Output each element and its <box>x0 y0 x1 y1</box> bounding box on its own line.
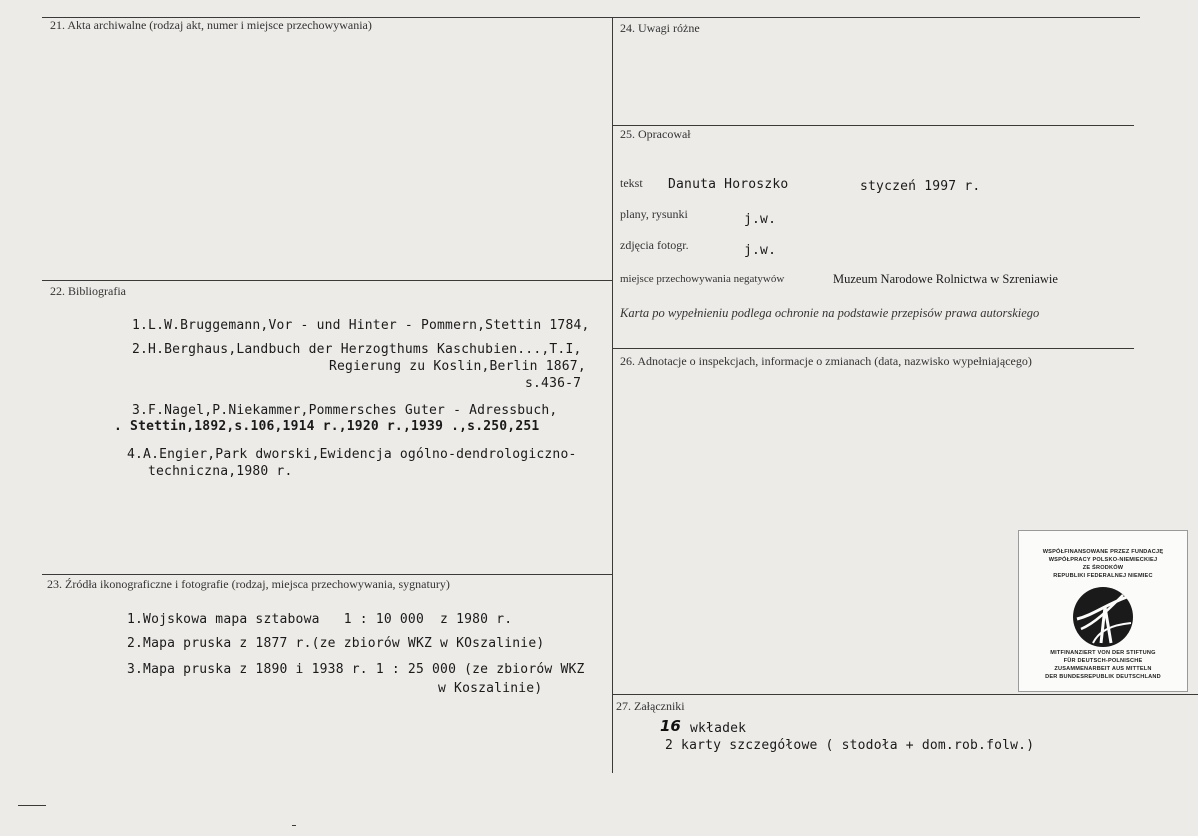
foundation-logo-icon <box>1071 585 1135 649</box>
zdjecia-label: zdjęcia fotogr. <box>620 238 689 252</box>
tekst-label: tekst <box>620 176 643 190</box>
zdjecia-value: j.w. <box>744 243 777 258</box>
section-23-heading: 23. Źródła ikonograficzne i fotografie (rodzaj, miejsca przechowywania, sygnatury) <box>47 577 450 591</box>
stamp-bottom-line-4: DER BUNDESREPUBLIK DEUTSCHLAND <box>1045 674 1161 680</box>
bibliography-item-3: 3.F.Nagel,P.Niekammer,Pommersches Guter - Adressbuch, <box>132 403 558 418</box>
stamp-bottom-line-2: FÜR DEUTSCH-POLNISCHE <box>1063 658 1143 664</box>
attachment-count: 16 <box>660 717 681 735</box>
bibliography-item-2: 2.H.Berghaus,Landbuch der Herzogthums Kaschubien...,T.I, <box>132 342 582 357</box>
attachment-line-2: 2 karty szczegółowe ( stodoła + dom.rob.folw.) <box>665 738 1035 753</box>
tekst-author: Danuta Horoszko <box>668 177 789 192</box>
bottom-mark <box>18 805 46 806</box>
stamp-bottom-line-1: MITFINANZIERT VON DER STIFTUNG <box>1050 650 1156 656</box>
tekst-date: styczeń 1997 r. <box>860 179 981 194</box>
section-27-heading: 27. Załączniki <box>616 699 685 713</box>
divider-24-25 <box>612 125 1134 126</box>
iconography-item-3-line-2: w Koszalinie) <box>438 681 543 696</box>
column-divider <box>612 17 613 773</box>
bibliography-item-2-line-2: Regierung zu Koslin,Berlin 1867, <box>329 359 586 374</box>
divider-22-23 <box>42 574 612 575</box>
bibliography-item-1: 1.L.W.Bruggemann,Vor - und Hinter - Pommern,Stettin 1784, <box>132 318 590 333</box>
divider-25-26 <box>612 348 1134 349</box>
plany-label: plany, rysunki <box>620 207 688 221</box>
iconography-item-1: 1.Wojskowa mapa sztabowa 1 : 10 000 z 1980 r. <box>127 612 513 627</box>
stamp-top-line-3: ZE ŚRODKÓW <box>1082 565 1124 571</box>
foundation-stamp <box>1018 530 1188 692</box>
stamp-top-line-4: REPUBLIKI FEDERALNEJ NIEMIEC <box>1053 573 1153 579</box>
iconography-item-2: 2.Mapa pruska z 1877 r.(ze zbiorów WKZ w KOszalinie) <box>127 636 545 651</box>
stamp-top-line-2: WSPÓŁPRACY POLSKO-NIEMIECKIEJ <box>1048 557 1158 563</box>
section-24-heading: 24. Uwagi różne <box>620 21 700 35</box>
bibliography-item-3-line-2: . Stettin,1892,s.106,1914 r.,1920 r.,1939 .,s.250,251 <box>114 419 540 434</box>
negatywy-value: Muzeum Narodowe Rolnictwa w Szreniawie <box>833 272 1058 286</box>
section-22-heading: 22. Bibliografia <box>50 284 126 298</box>
attachment-line-1: wkładek <box>690 721 747 736</box>
stamp-top-line-1: WSPÓŁFINANSOWANE PRZEZ FUNDACJĘ <box>1042 549 1164 555</box>
stamp-bottom-line-3: ZUSAMMENARBEIT AUS MITTELN <box>1054 666 1152 672</box>
section-21-heading: 21. Akta archiwalne (rodzaj akt, numer i miejsce przechowywania) <box>50 18 372 32</box>
bottom-dash <box>292 825 296 826</box>
section-25-heading: 25. Opracował <box>620 127 691 141</box>
plany-value: j.w. <box>744 212 777 227</box>
divider-21-22 <box>42 280 612 281</box>
bibliography-item-4: 4.A.Engier,Park dworski,Ewidencja ogólno-dendrologiczno- <box>127 447 577 462</box>
section-26-heading: 26. Adnotacje o inspekcjach, informacje o zmianach (data, nazwisko wypełniającego) <box>620 354 1032 368</box>
bibliography-item-2-line-3: s.436-7 <box>525 376 582 391</box>
iconography-item-3: 3.Mapa pruska z 1890 i 1938 r. 1 : 25 000 (ze zbiorów WKZ <box>127 662 585 677</box>
divider-26-27 <box>612 694 1198 695</box>
copyright-note: Karta po wypełnieniu podlega ochronie na podstawie przepisów prawa autorskiego <box>620 306 1040 320</box>
negatywy-label: miejsce przechowywania negatywów <box>620 273 785 285</box>
bibliography-item-4-line-2: techniczna,1980 r. <box>148 464 293 479</box>
